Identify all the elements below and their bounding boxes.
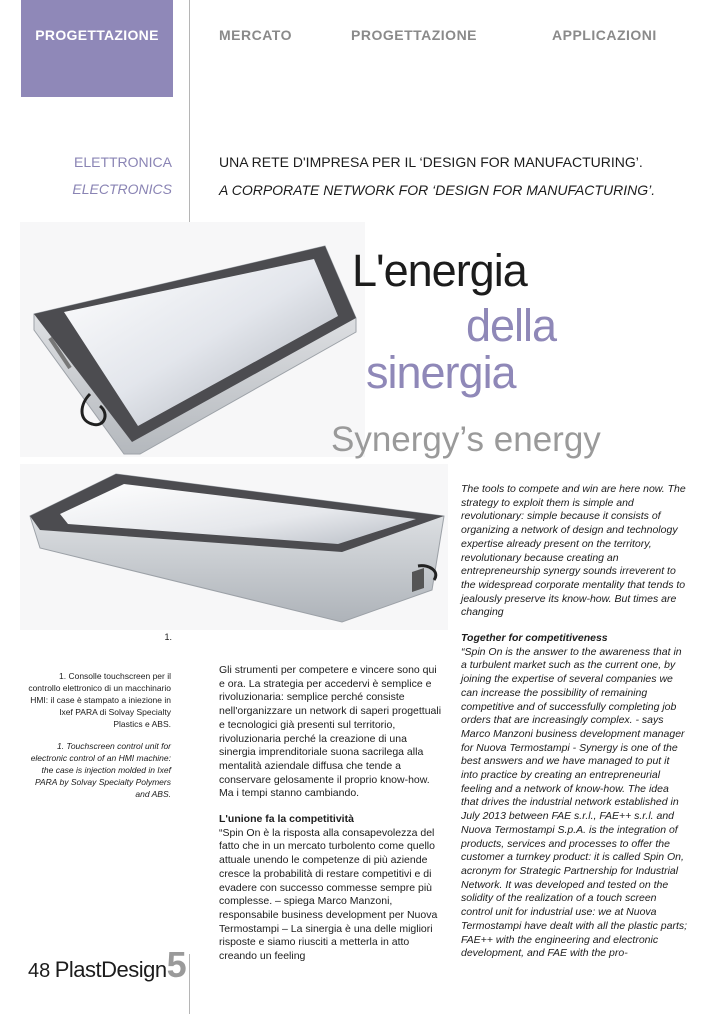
section-tab-label: PROGETTAZIONE bbox=[35, 27, 159, 43]
product-photo-top bbox=[20, 222, 365, 457]
nav-item-progettazione[interactable]: PROGETTAZIONE bbox=[351, 27, 478, 43]
page-footer bbox=[28, 944, 186, 986]
section-name-en: ELECTRONICS bbox=[72, 181, 172, 197]
title-line-3: sinergia bbox=[366, 347, 516, 398]
body-en-text: “Spin On is the answer to the awareness that in a turbulent market such as the current one, by joining the expertise of several companies we can increase the possibility of remaining competitive and of successfully completing job orders that are increasingly complex. - says Marco Manzoni business development manager for Nuova Termostampi - Synergy is one of the best answers and we have managed to put it into practice by creating an entrepreneurial feeling and a network of know-how. The idea that drives the industrial network established in July 2013 between FAE s.r.l., FAE++ s.r.l. and Nuova Termostampi S.p.A. is the integration of products, services and processes to offer the customer a turnkey product: it is called Spin On, acronym for Strategic Partnership for Industrial Network. It was developed and tested on the solidity of the realization of a touch screen control unit for industrial use: we at Nuova Termostampi have dealt with all the plastic parts; FAE++ with the engineering and electronic development, and FAE with the pro- bbox=[461, 645, 688, 960]
section-tab bbox=[21, 0, 173, 97]
nav-item-applicazioni[interactable]: APPLICAZIONI bbox=[552, 27, 657, 43]
article-body-en bbox=[461, 483, 689, 961]
headline-en: A CORPORATE NETWORK FOR ‘DESIGN FOR MANUFACTURING’. bbox=[219, 182, 656, 198]
figure-caption-en: 1. Touchscreen control unit for electronic control of an HMI machine: the case is injection molded in Ixef PARA by Solvay Specialty Polymers and ABS. bbox=[30, 741, 171, 799]
logo-part-number: 5 bbox=[166, 944, 187, 985]
nav-item-mercato[interactable]: MERCATO bbox=[219, 27, 292, 43]
logo-part-design: Design bbox=[101, 957, 167, 982]
section-name-it: ELETTRONICA bbox=[73, 154, 172, 170]
column-divider-bottom bbox=[189, 954, 190, 1014]
body-it-heading: L'unione fa la competitività bbox=[219, 813, 354, 826]
figure-caption-it: 1. Consolle touchscreen per il controllo elettronico di un macchinario HMI: il case è stampato a iniezione in Ixef PARA di Solvay Specialty Plastics e ABS. bbox=[28, 671, 171, 729]
logo-part-plast: Plast bbox=[54, 957, 102, 982]
title-line-2: della bbox=[466, 300, 557, 351]
body-en-intro: The tools to compete and win are here now. The strategy to exploit them is simple and revolutionary: simple because it consists of organizing a network of design and technology expertise already present on the territory, revolutionary because creating an entrepreneurship synergy sounds irreverent to the widespread corporate mentality that tends to jealously preserve its know-how. But times are changing bbox=[461, 483, 686, 619]
title-line-1: L'energia bbox=[352, 245, 527, 296]
headline-it: UNA RETE D'IMPRESA PER IL ‘DESIGN FOR MANUFACTURING’. bbox=[219, 154, 643, 170]
title-subtitle: Synergy’s energy bbox=[331, 420, 601, 459]
figure-number: 1. bbox=[164, 632, 172, 642]
article-body-it bbox=[219, 664, 445, 964]
body-it-intro: Gli strumenti per competere e vincere sono qui e ora. La strategia per accedervi è semplice e rivoluzionaria: semplice perché consiste nell'organizzare un network di saperi progettuali e tecnologici già presenti sul territorio, rivoluzionaria perché la creazione di una sinergia imprenditoriale suona sacrilega alla mentalità aziendale diffusa che tende a conservare gelosamente il proprio know-how. Ma i tempi stanno cambiando. bbox=[219, 664, 442, 800]
column-divider bbox=[189, 0, 190, 228]
magazine-logo bbox=[54, 944, 187, 985]
page-number: 48 bbox=[28, 960, 51, 982]
body-it-text: “Spin On è la risposta alla consapevolezza del fatto che in un mercato turbolento come quello attuale unendo le competenze di più aziende cresce la probabilità di restare competitivi e di evadere con successo commesse sempre più complesse. – spiega Marco Manzoni, responsabile business development per Nuova Termostampi – La sinergia è una delle migliori risposte e siamo riusciti a metterla in atto creando un feeling bbox=[219, 826, 438, 963]
body-en-heading: Together for competitiveness bbox=[461, 632, 608, 645]
product-photo-bottom bbox=[20, 464, 448, 630]
